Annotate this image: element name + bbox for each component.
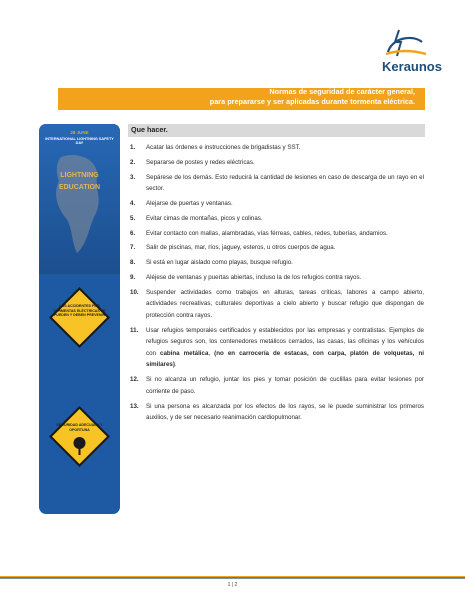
list-item: 2. Separarse de postes y redes eléctricas. [130, 158, 255, 166]
section-heading: Que hacer. [131, 125, 168, 134]
sign1-text: LOS ACCIDENTES POR TORMENTAS ELÉCTRICAS SE PUEDEN Y DEBEN PREVENIR [53, 304, 106, 318]
list-item: 10. Suspender actividades como trabajos en alturas, tareas críticas, labores a campo abierto, actividades recreativas, culturales deportivas a cielo abierto y buscar refugio que dispongan de protección contra rayos. [130, 288, 424, 319]
world-map-icon [51, 149, 109, 259]
section-heading-bar [128, 124, 425, 137]
page-number: 1 | 2 [227, 582, 238, 588]
poster-event: INTERNATIONAL LIGHTNING SAFETY DAY [45, 137, 114, 145]
list-item: 3. Sepárese de los demás. Esto reducirá la cantidad de lesiones en caso de descarga de un rayo en el sector. [130, 173, 424, 193]
list-item: 12. Si no alcanza un refugio, juntar los pies y tomar posición de cuclillas para evitar lesiones por corriente de paso. [130, 376, 424, 395]
safety-rules-list [130, 142, 424, 427]
list-item: 11. Usar refugios temporales certificados y establecidos por las empresas y contratistas. Ejemplos de refugios seguros son, los contenedores metálicos cerrados, las casas, las oficinas y los vehículos con cabina metálica, (no en carrocería de estacas, con carpa, platón de volquetas, ni similares). [130, 326, 424, 369]
document-title [210, 87, 415, 107]
list-item: 4. Alejarse de puertas y ventanas. [130, 199, 233, 207]
tree-warning-sign-icon [48, 405, 111, 468]
list-item: 9. Aléjese de ventanas y puertas abiertas, incluso la de los refugios contra rayos. [130, 273, 362, 281]
list-item: 5. Evitar cimas de montañas, picos y colinas. [130, 214, 263, 222]
poster-headline-1: LIGHTNING [60, 172, 99, 179]
list-item: 13. Si una persona es alcanzada por los efectos de los rayos, se le puede suministrar los primeros auxilios, y de ser necesario reanimación cardiopulmonar. [130, 402, 424, 422]
sign2-text: SEGURIDAD ADECUADA Y OPORTUNA [56, 423, 103, 432]
lightning-safety-poster [39, 124, 120, 514]
logo-name: Keraunos [382, 59, 442, 74]
list-item: 7. Salir de piscinas, mar, ríos, jaguey, esteros, u otros cuerpos de agua. [130, 244, 336, 252]
poster-headline-2: EDUCATION [58, 184, 101, 191]
poster-date: 28 JUNE [70, 130, 89, 135]
list-item: 6. Evitar contacto con mallas, alambradas, vías férreas, cables, redes, tuberías, andamios. [130, 229, 388, 237]
keraunos-logo [372, 28, 452, 80]
list-item: 1. Acatar las órdenes e instrucciones de brigadistas y SST. [130, 144, 301, 151]
title-line-2: para prepararse y ser aplicadas durante tormenta eléctrica. [209, 97, 415, 106]
title-line-1: Normas de seguridad de carácter general, [269, 87, 415, 96]
list-item: 8. Si está en lugar aislado como playas, busque refugio. [130, 259, 293, 267]
logo-mark-icon [382, 28, 428, 58]
footer-divider [0, 576, 465, 579]
